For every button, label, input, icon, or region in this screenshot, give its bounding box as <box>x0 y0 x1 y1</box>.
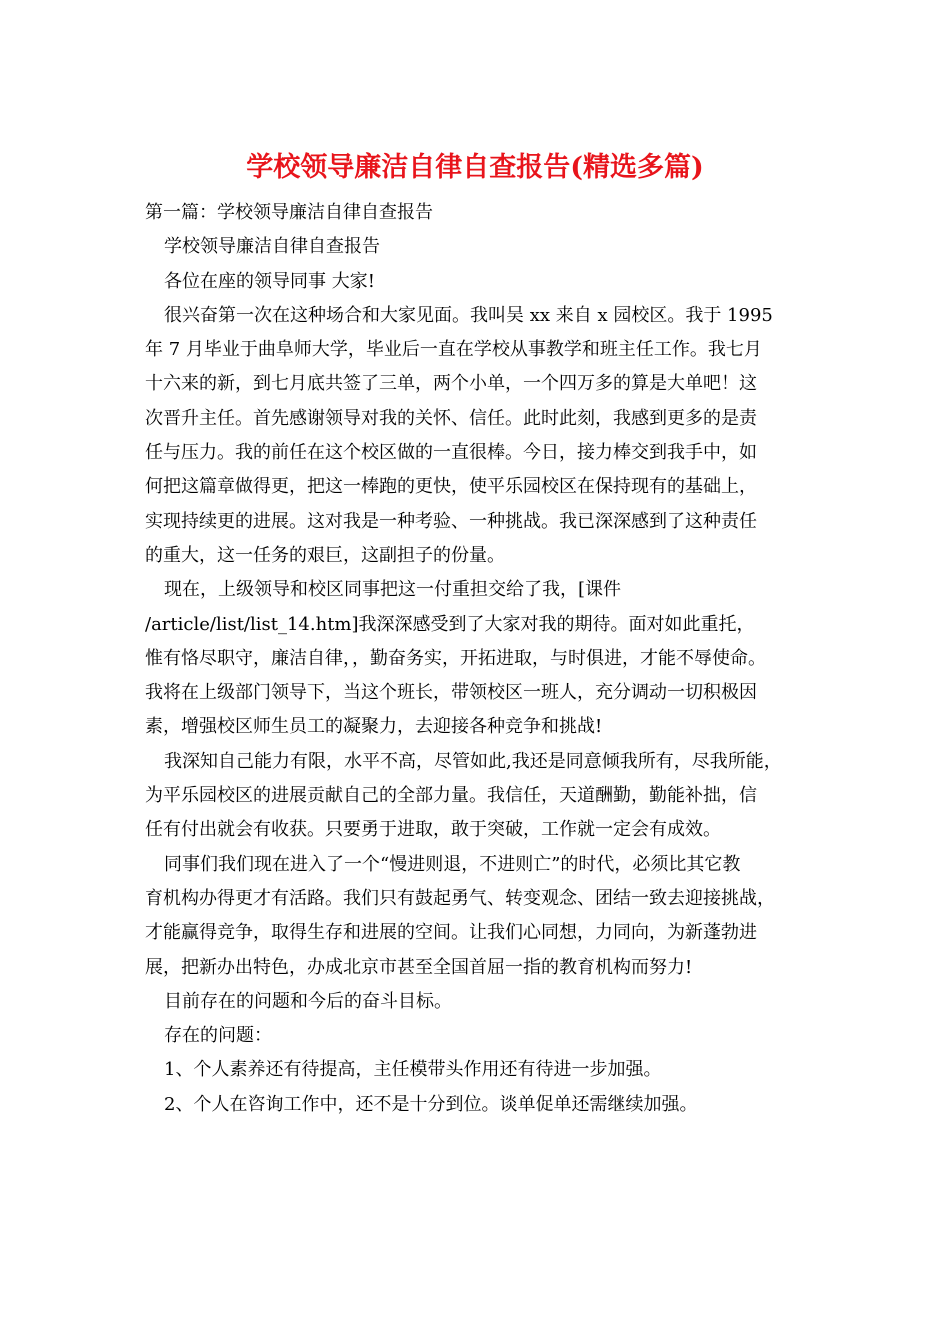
body-line: 次晋升主任。首先感谢领导对我的关怀、信任。此时此刻，我感到更多的是责 <box>145 407 757 429</box>
body-line: 同事们我们现在进入了一个“慢进则退，不进则亡”的时代，必须比其它教 <box>164 853 741 875</box>
body-line: 何把这篇章做得更，把这一棒跑的更快，使平乐园校区在保持现有的基础上， <box>145 476 757 498</box>
body-line: 的重大，这一任务的艰巨，这副担子的份量。 <box>145 544 505 566</box>
body-line: 我将在上级部门领导下，当这个班长，带领校区一班人，充分调动一切积极因 <box>145 682 757 704</box>
body-line: 年 7 月毕业于曲阜师大学，毕业后一直在学校从事教学和班主任工作。我七月 <box>145 339 762 361</box>
body-line: 很兴奋第一次在这种场合和大家见面。我叫吴 xx 来自 x 园校区。我于 1995 <box>164 304 773 326</box>
body-line: 存在的问题： <box>164 1025 272 1047</box>
body-line: 才能赢得竞争，取得生存和进展的空间。让我们心同想，力同向，为新蓬勃进 <box>145 922 757 944</box>
body-line: 任有付出就会有收获。只要勇于进取，敢于突破，工作就一定会有成效。 <box>145 819 721 841</box>
body-line: 实现持续更的进展。这对我是一种考验、一种挑战。我已深深感到了这种责任 <box>145 510 757 532</box>
body-line: 十六来的新，到七月底共签了三单，两个小单，一个四万多的算是大单吧！这 <box>145 373 757 395</box>
body-line: 我深知自己能力有限，水平不高，尽管如此,我还是同意倾我所有，尽我所能， <box>164 750 782 772</box>
body-line: 目前存在的问题和今后的奋斗目标。 <box>164 990 452 1012</box>
body-line: 展，把新办出特色，办成北京市甚至全国首屈一指的教育机构而努力! <box>145 956 693 978</box>
body-line: 各位在座的领导同事 大家! <box>164 270 375 292</box>
body-line: 第一篇：学校领导廉洁自律自查报告 <box>145 202 433 223</box>
body-line: 为平乐园校区的进展贡献自己的全部力量。我信任，天道酬勤，勤能补拙，信 <box>145 785 757 807</box>
body-line: 惟有恪尽职守，廉洁自律，，勤奋务实，开拓进取，与时俱进，才能不辱使命。 <box>145 647 766 669</box>
document-title: 学校领导廉洁自律自查报告(精选多篇) <box>246 152 704 183</box>
body-line: 育机构办得更才有活路。我们只有鼓起勇气、转变观念、团结一致去迎接挑战， <box>145 887 775 909</box>
body-line: 现在，上级领导和校区同事把这一付重担交给了我，[课件 <box>164 579 622 601</box>
body-line: /article/list/list_14.htm]我深深感受到了大家对我的期待。面对如此重托， <box>145 613 755 635</box>
document-body <box>145 196 825 1122</box>
body-line: 任与压力。我的前任在这个校区做的一直很棒。今日，接力棒交到我手中，如 <box>145 442 757 464</box>
body-line: 素，增强校区师生员工的凝聚力，去迎接各种竞争和挑战! <box>145 716 603 738</box>
body-line: 1、个人素养还有待提高，主任模带头作用还有待进一步加强。 <box>164 1059 662 1081</box>
body-line: 学校领导廉洁自律自查报告 <box>164 236 380 258</box>
body-line: 2、个人在咨询工作中，还不是十分到位。谈单促单还需继续加强。 <box>164 1093 698 1115</box>
